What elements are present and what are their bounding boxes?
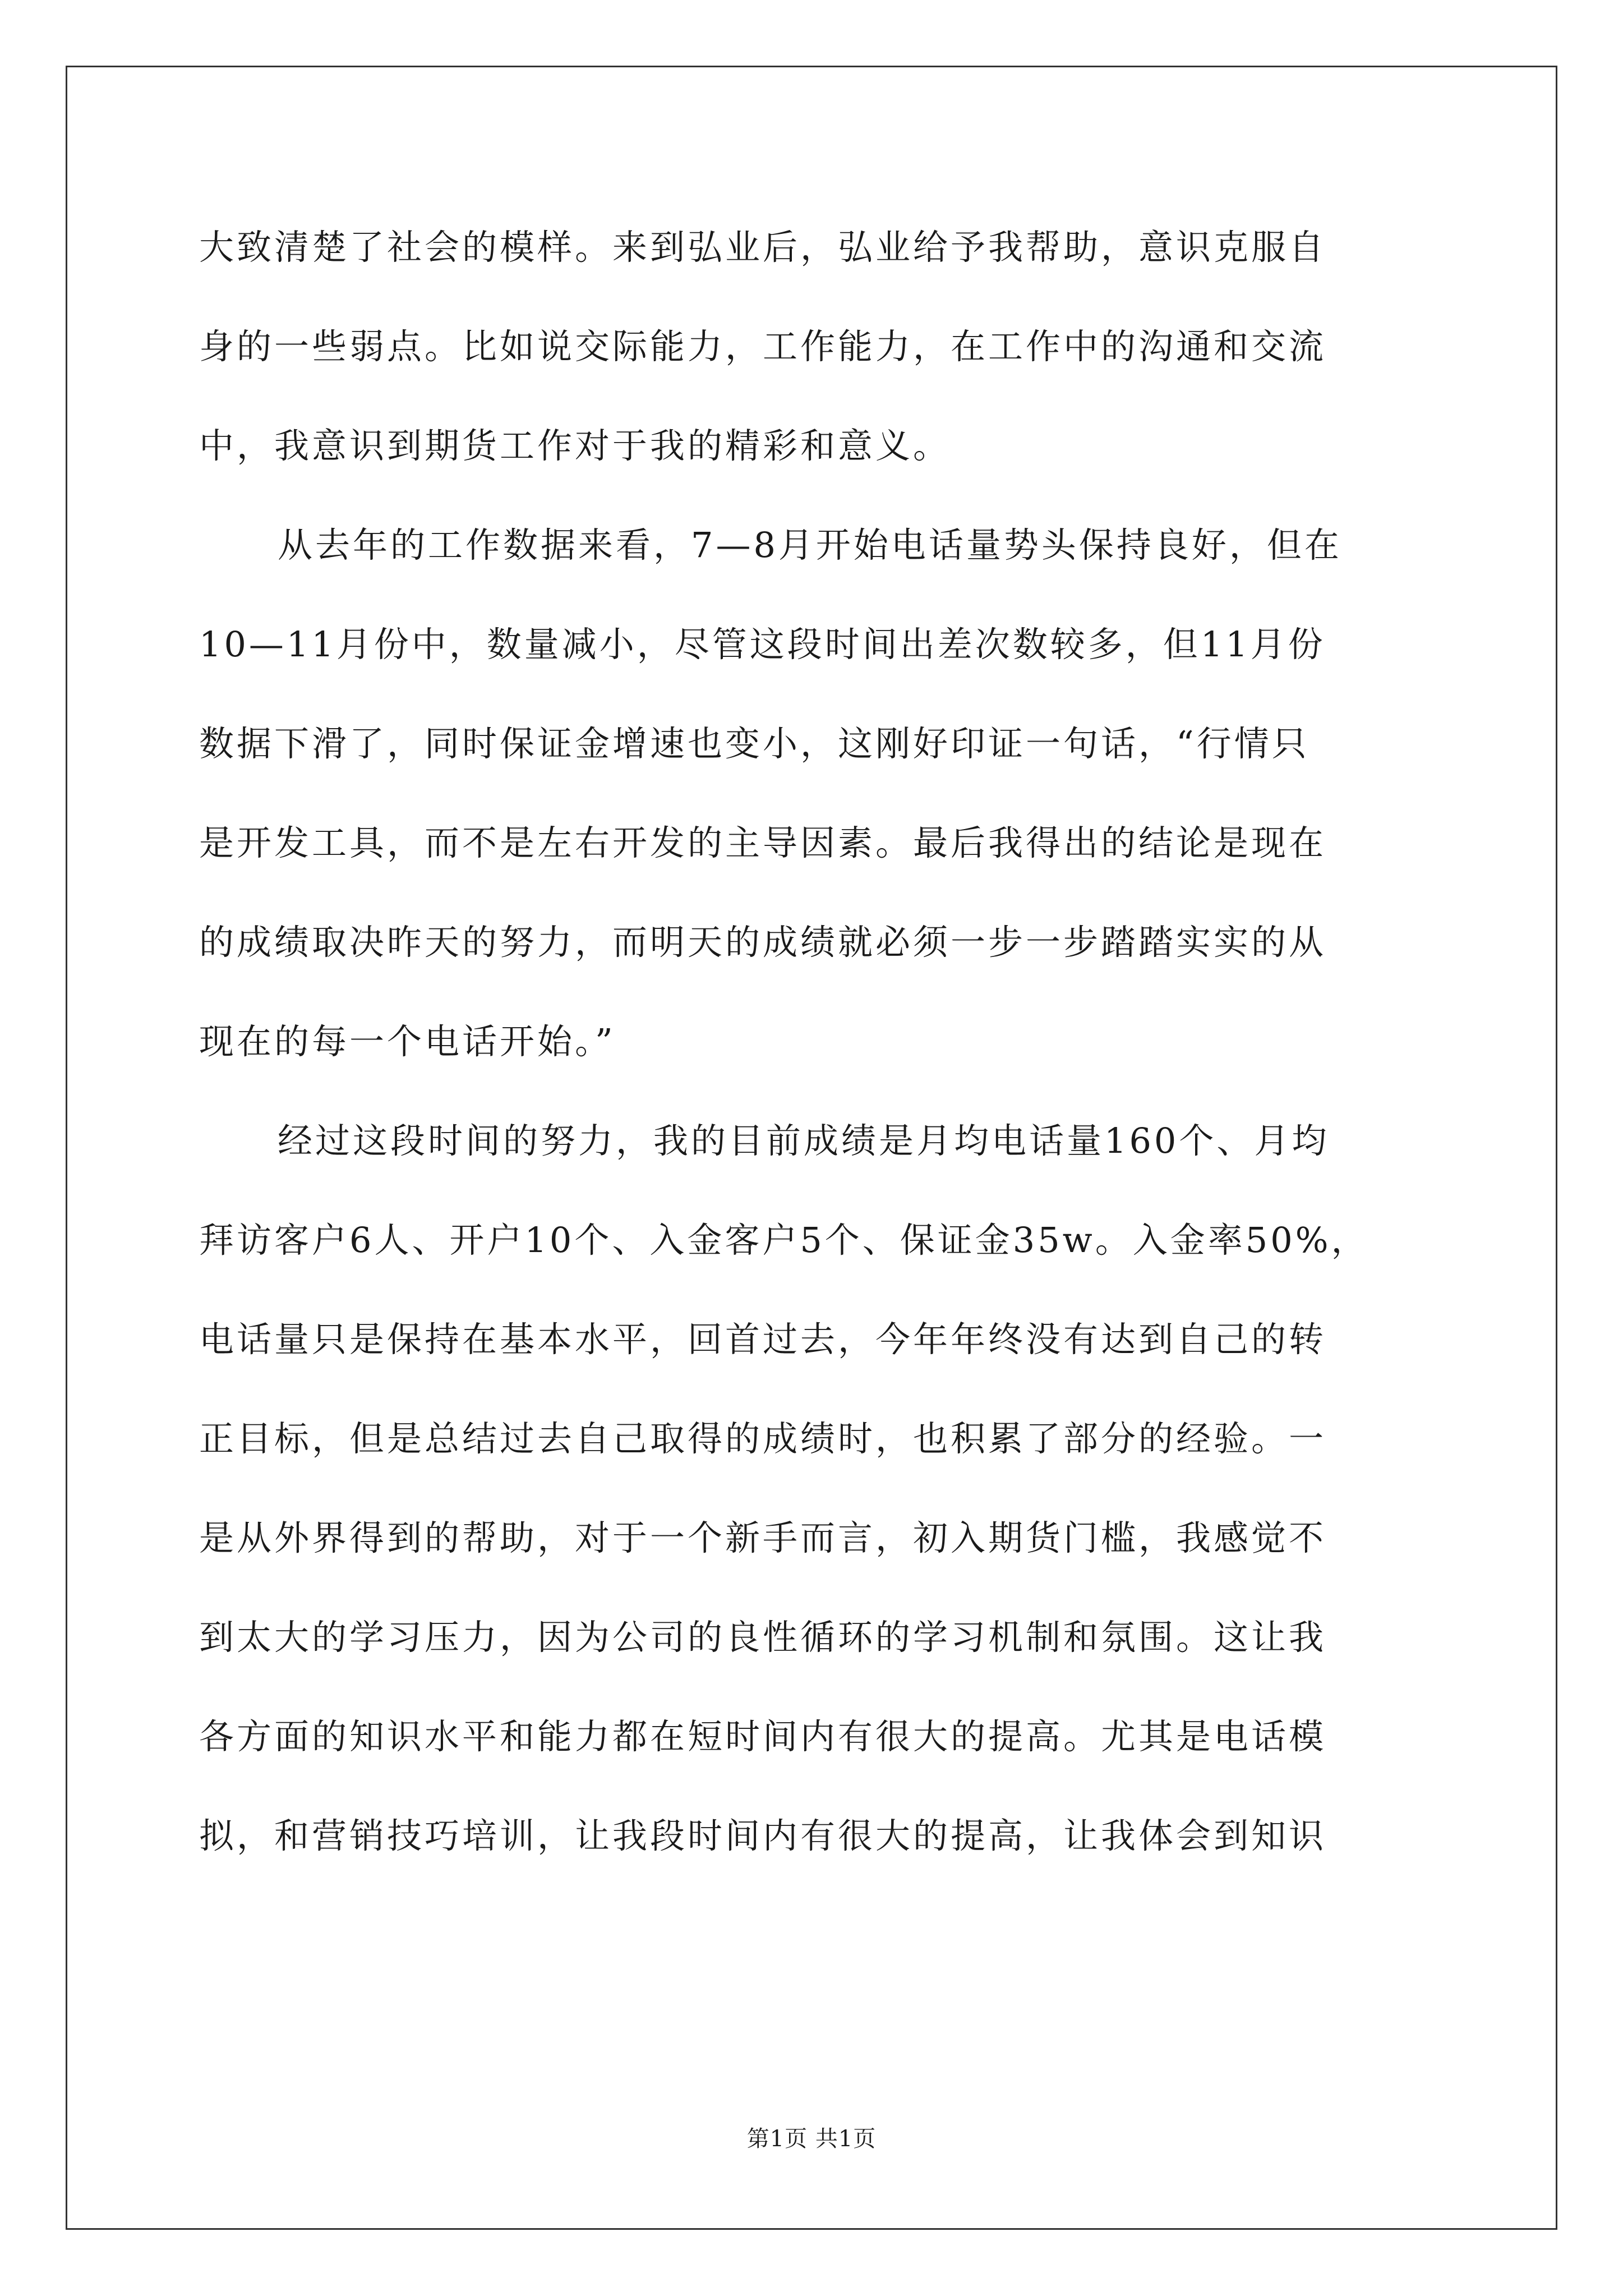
text-line: 拟，和营销技巧培训，让我段时间内有很大的提高，让我体会到知识: [199, 1815, 1327, 1856]
text-line: 大致清楚了社会的模样。来到弘业后，弘业给予我帮助，意识克服自: [199, 227, 1327, 268]
document-body: [199, 197, 1455, 1885]
text-line: 到太大的学习压力，因为公司的良性循环的学习机制和氛围。这让我: [199, 1617, 1327, 1658]
paragraph-start-line: 经过这段时间的努力，我的目前成绩是月均电话量160个、月均: [278, 1120, 1330, 1161]
text-line: 的成绩取决昨天的努力，而明天的成绩就必须一步一步踏踏实实的从: [199, 922, 1327, 963]
text-line: 电话量只是保持在基本水平，回首过去，今年年终没有达到自己的转: [199, 1319, 1327, 1360]
text-line: 拜访客户6人、开户10个、入金客户5个、保证金35w。入金率50%，: [199, 1220, 1369, 1260]
text-line: 是从外界得到的帮助，对于一个新手而言，初入期货门槛，我感觉不: [199, 1517, 1327, 1558]
text-line: 数据下滑了，同时保证金增速也变小，这刚好印证一句话，“行情只: [199, 723, 1310, 764]
text-line: 中，我意识到期货工作对于我的精彩和意义。: [199, 425, 951, 466]
paragraph-start-line: 从去年的工作数据来看，7—8月开始电话量势头保持良好，但在: [278, 524, 1342, 565]
text-line: 正目标，但是总结过去自己取得的成绩时，也积累了部分的经验。一: [199, 1418, 1327, 1459]
text-line: 10—11月份中，数量减小，尽管这段时间出差次数较多，但11月份: [199, 624, 1326, 665]
text-line: 身的一些弱点。比如说交际能力，工作能力，在工作中的沟通和交流: [199, 326, 1327, 367]
text-line: 是开发工具，而不是左右开发的主导因素。最后我得出的结论是现在: [199, 822, 1327, 863]
text-line: 各方面的知识水平和能力都在短时间内有很大的提高。尤其是电话模: [199, 1716, 1327, 1757]
page-number-footer: 第1页 共1页: [746, 2126, 877, 2152]
text-line: 现在的每一个电话开始。”: [199, 1021, 616, 1062]
